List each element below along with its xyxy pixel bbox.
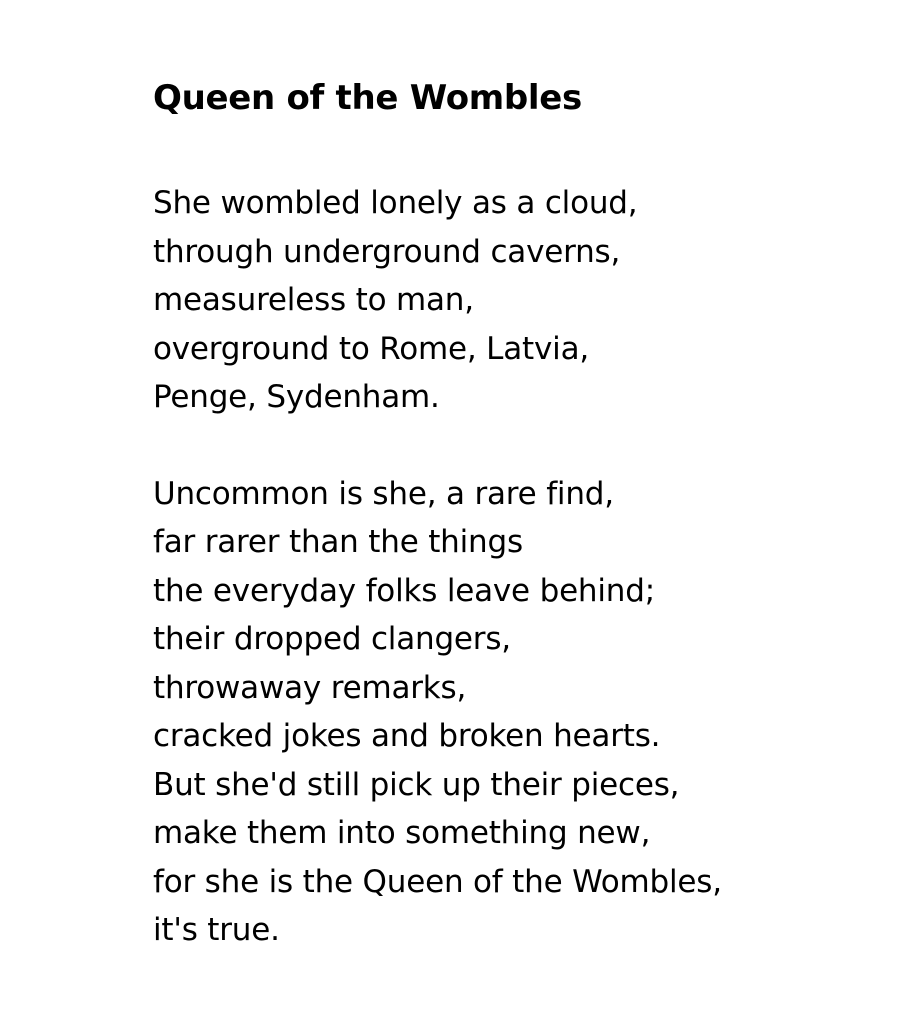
poem-line: for she is the Queen of the Wombles,	[153, 863, 722, 900]
poem-title: Queen of the Wombles	[153, 78, 582, 118]
poem-line: Penge, Sydenham.	[153, 379, 440, 415]
poem-line: She wombled lonely as a cloud,	[153, 185, 638, 221]
poem-line: far rarer than the things	[153, 524, 523, 560]
poem-line: make them into something new,	[153, 815, 651, 851]
poem-line: Uncommon is she, a rare find,	[153, 475, 614, 512]
poem-line: cracked jokes and broken hearts.	[153, 718, 661, 754]
poem-line: throwaway remarks,	[153, 669, 467, 706]
stanza	[153, 179, 893, 422]
poem-line: it's true.	[153, 912, 280, 948]
poem-line: through underground caverns,	[153, 233, 621, 270]
poem-line: measureless to man,	[153, 282, 474, 318]
stanza	[153, 470, 893, 955]
poem-line: the everyday folks leave behind;	[153, 572, 655, 609]
poem-line: overground to Rome, Latvia,	[153, 330, 590, 367]
poem-line: their dropped clangers,	[153, 621, 511, 657]
poem-page	[153, 76, 893, 955]
poem-line: But she'd still pick up their pieces,	[153, 766, 680, 803]
